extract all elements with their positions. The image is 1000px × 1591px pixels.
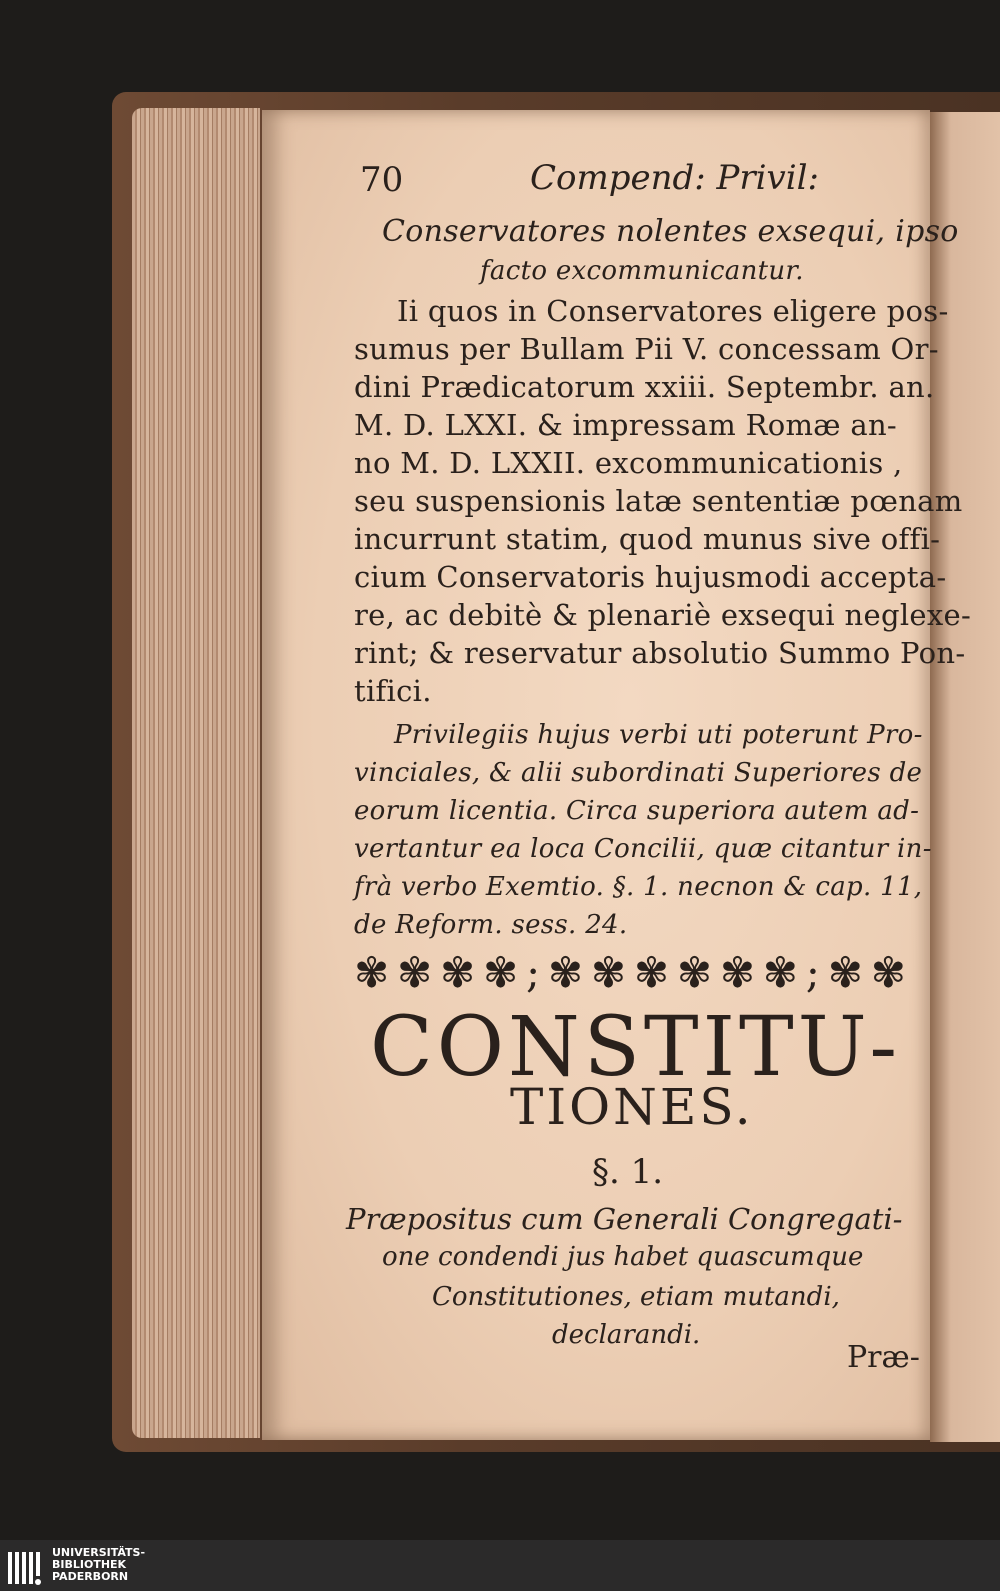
ornament-glyph: ✾ xyxy=(719,948,756,997)
ornament-glyph: ✾ xyxy=(482,948,519,997)
text-line-italic: eorum licentia. Circa superiora autem ad- xyxy=(354,796,920,826)
subheading-line: Constitutiones, etiam mutandi, xyxy=(432,1282,840,1312)
text-line-italic: Privilegiis hujus verbi uti poterunt Pro- xyxy=(394,720,923,750)
ornament-glyph: ; xyxy=(525,948,541,997)
ornament-glyph: ✾ xyxy=(676,948,713,997)
text-line-italic: vertantur ea loca Concilii, quæ citantur in- xyxy=(354,834,932,864)
subheading-line: one condendi jus habet quascumque xyxy=(382,1242,864,1272)
text-line: no M. D. LXXII. excommunicationis , xyxy=(354,446,903,480)
heading-line: Conservatores nolentes exsequi, ipso xyxy=(382,214,959,249)
text-line: incurrunt statim, quod munus sive offi- xyxy=(354,522,941,556)
catchword: Præ- xyxy=(847,1340,920,1375)
text-line: dini Prædicatorum xxiii. Septembr. an. xyxy=(354,370,935,404)
running-head: Compend: Privil: xyxy=(530,158,819,198)
ornament-glyph: ✾ xyxy=(396,948,433,997)
ornament-glyph: ; xyxy=(805,948,820,997)
footer-bar xyxy=(0,1540,1000,1591)
ornament-divider xyxy=(354,950,906,996)
ornament-glyph: ✾ xyxy=(547,948,584,997)
ornament-glyph: ✾ xyxy=(354,948,390,997)
section-title-line-1: CONSTITU- xyxy=(370,1000,902,1095)
text-line: sumus per Bullam Pii V. concessam Or- xyxy=(354,332,939,366)
library-name: UNIVERSITÄTS- BIBLIOTHEK PADERBORN xyxy=(52,1546,146,1583)
text-line: seu suspensionis latæ sententiæ pœnam xyxy=(354,484,963,518)
subheading-line: declarandi. xyxy=(552,1320,701,1350)
text-line-italic: de Reform. sess. 24. xyxy=(354,910,628,940)
page-edges xyxy=(132,108,260,1438)
ornament-glyph: ✾ xyxy=(827,948,863,997)
text-line: rint; & reservatur absolutio Summo Pon- xyxy=(354,636,966,670)
text-line: Ii quos in Conservatores eligere pos- xyxy=(397,294,949,328)
subheading-line: Præpositus cum Generali Congregati- xyxy=(346,1202,903,1236)
text-line-italic: vinciales, & alii subordinati Superiores de xyxy=(354,758,923,788)
book-page xyxy=(262,110,972,1440)
text-line: re, ac debitè & plenariè exsequi neglexe- xyxy=(354,598,972,632)
text-line-italic: frà verbo Exemtio. §. 1. necnon & cap. 11, xyxy=(354,872,923,902)
section-number: §. 1. xyxy=(592,1152,664,1192)
text-line: M. D. LXXI. & impressam Romæ an- xyxy=(354,408,898,442)
ornament-glyph: ✾ xyxy=(439,948,476,997)
ornament-glyph: ✾ xyxy=(590,948,627,997)
heading-line: facto excommunicantur. xyxy=(480,256,804,286)
ornament-glyph: ✾ xyxy=(633,948,670,997)
section-title-line-2: TIONES. xyxy=(510,1078,754,1136)
ornament-glyph: ✾ xyxy=(762,948,798,997)
library-logo-icon xyxy=(6,1548,46,1588)
text-line: cium Conservatoris hujusmodi accepta- xyxy=(354,560,947,594)
ornament-glyph: ✾ xyxy=(870,948,906,997)
page-number: 70 xyxy=(360,160,404,200)
text-line: tifici. xyxy=(354,674,432,708)
